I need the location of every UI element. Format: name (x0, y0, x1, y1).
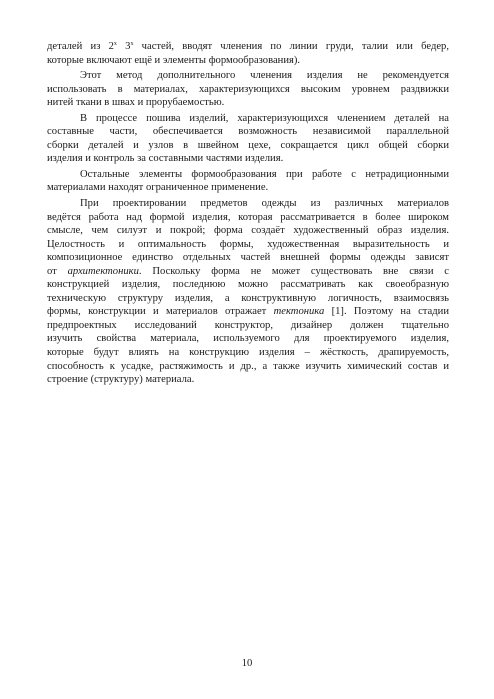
text-line: формы, конструкции и материалов отражает тектоника [1]. Поэтому на стадии (47, 306, 449, 318)
term-tectonics: тектоника (273, 306, 325, 318)
text-line: предпроектных исследований конструктор, дизайнер должен тщательно (47, 319, 449, 331)
text-line: строение (структуру) материала. (47, 374, 195, 386)
page-number: 10 (241, 658, 253, 669)
text-line: от архитектоники. Поскольку форма не может существовать вне связи с (47, 265, 449, 277)
term-architectonics: архитектоники (67, 265, 139, 277)
text-line: которые будут влиять на конструкцию изделия – жёсткость, драпируемость, (47, 347, 449, 359)
paragraph-design-form (47, 197, 449, 387)
text-line: составные части, обеспечивается возможность независимой параллельной (47, 126, 449, 138)
body-text (47, 40, 449, 387)
text-line: смысле, чем силуэт и покрой; форма создаёт художественный образ изделия. (47, 225, 449, 237)
text-line: Целостность и оптимальность формы, художественная выразительность и (47, 238, 449, 250)
text-line: изделия и контроль за составными частями изделия. (47, 153, 284, 165)
text-line: нитей ткани в швах и прорубаемостью. (47, 97, 225, 109)
text-line: способность к усадке, растяжимость и др., а также изучить химический состав и (47, 360, 449, 372)
paragraph-sewing-process (47, 112, 449, 166)
text-line: изучить свойства материала, используемого для проектируемого изделия, (47, 333, 449, 345)
paragraph-continuation (47, 40, 449, 67)
text-line: конструкцией изделия, последнюю можно рассматривать как своеобразную (47, 279, 449, 291)
text-line: В процессе пошива изделий, характеризующихся членением деталей на (80, 112, 449, 124)
text-line: которые включают ещё и элементы формообразования). (47, 54, 301, 66)
text-line: деталей из 2$^x$ 3$^x$ частей, вводят членения по линии груди, талии или бедер, (47, 41, 449, 52)
text-line: материалами находят ограниченное применение. (47, 182, 269, 194)
paragraph-seam-split (47, 69, 449, 110)
text-line: ведётся работа над формой изделия, которая рассматривается в более широком (47, 211, 449, 223)
text-line: При проектировании предметов одежды из различных материалов (80, 198, 449, 210)
text-line: техническую структуру изделия, а конструктивную логичность, взаимосвязь (47, 292, 449, 304)
text-line: композиционное единство отдельных частей внешней формы одежды зависят (47, 252, 449, 264)
text-line: сборки деталей и узлов в швейном цехе, сокращается цикл общей сборки (47, 139, 449, 151)
paragraph-other-elements (47, 168, 449, 195)
text-line: использовать в материалах, характеризующихся высоким уровнем раздвижки (47, 83, 449, 95)
text-line: Остальные элементы формообразования при работе с нетрадиционными (80, 168, 449, 180)
text-line: Этот метод дополнительного членения изделия не рекомендуется (80, 70, 449, 82)
